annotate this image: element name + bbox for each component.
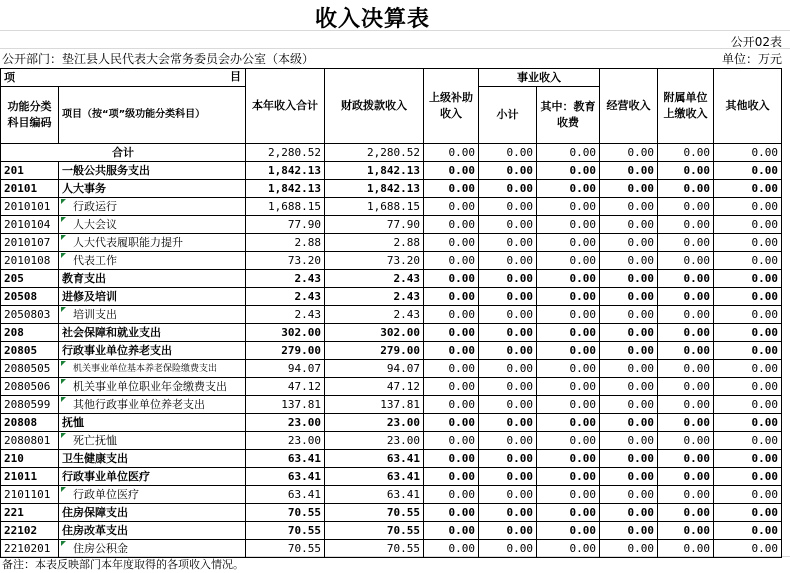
row-value: 0.00 [424,324,479,342]
row-code: 2080506 [1,378,59,396]
row-value: 0.00 [537,342,600,360]
table-row [1,504,782,522]
row-value: 23.00 [325,414,424,432]
row-value: 0.00 [714,306,782,324]
row-value: 0.00 [658,162,714,180]
table-row [1,522,782,540]
row-value: 0.00 [600,414,658,432]
row-value: 0.00 [600,270,658,288]
row-value: 0.00 [424,306,479,324]
row-value: 0.00 [537,486,600,504]
row-value: 0.00 [537,216,600,234]
project-header-cell [1,69,246,87]
row-value: 0.00 [424,360,479,378]
row-value: 0.00 [714,360,782,378]
row-value: 0.00 [537,450,600,468]
row-value: 0.00 [424,486,479,504]
row-value: 0.00 [600,540,658,558]
row-value: 0.00 [658,504,714,522]
row-name: 机关事业单位职业年金缴费支出 [59,378,246,396]
row-value: 73.20 [325,252,424,270]
row-value: 0.00 [658,324,714,342]
row-name: 人大会议 [59,216,246,234]
row-value: 1,842.13 [325,180,424,198]
row-value: 0.00 [479,360,537,378]
total-value: 0.00 [658,144,714,162]
table-row [1,396,782,414]
project-header: 项 [4,70,15,84]
row-value: 0.00 [658,432,714,450]
row-value: 302.00 [325,324,424,342]
row-value: 0.00 [424,252,479,270]
row-value: 0.00 [479,522,537,540]
row-code: 2010101 [1,198,59,216]
row-code: 201 [1,162,59,180]
row-value: 0.00 [658,306,714,324]
row-value: 0.00 [600,522,658,540]
row-value: 70.55 [246,540,325,558]
row-value: 2.88 [325,234,424,252]
row-value: 0.00 [658,252,714,270]
table-row [1,360,782,378]
row-value: 0.00 [479,504,537,522]
row-code: 2080599 [1,396,59,414]
row-value: 0.00 [600,162,658,180]
row-value: 94.07 [246,360,325,378]
row-value: 2.43 [325,306,424,324]
row-value: 0.00 [658,180,714,198]
row-value: 0.00 [658,270,714,288]
row-code: 22102 [1,522,59,540]
row-value: 0.00 [479,342,537,360]
row-value: 1,842.13 [246,180,325,198]
row-value: 0.00 [600,378,658,396]
row-value: 0.00 [537,396,600,414]
row-code: 210 [1,450,59,468]
table-row [1,306,782,324]
row-value: 0.00 [658,198,714,216]
row-value: 0.00 [537,468,600,486]
row-value: 0.00 [479,486,537,504]
row-value: 0.00 [714,414,782,432]
row-value: 0.00 [424,432,479,450]
func-code-header: 功能分类科目编码 [1,87,59,144]
total-value: 2,280.52 [325,144,424,162]
row-value: 0.00 [714,486,782,504]
row-code: 20808 [1,414,59,432]
row-value: 0.00 [537,360,600,378]
table-row [1,270,782,288]
table-row [1,342,782,360]
row-value: 70.55 [246,522,325,540]
row-value: 0.00 [479,252,537,270]
row-name: 行政运行 [59,198,246,216]
row-value: 0.00 [537,162,600,180]
row-value: 0.00 [714,288,782,306]
row-value: 0.00 [600,234,658,252]
row-name: 住房公积金 [59,540,246,558]
row-value: 0.00 [714,216,782,234]
table-row [1,198,782,216]
gridline [0,48,790,49]
total-value: 0.00 [537,144,600,162]
row-value: 63.41 [246,486,325,504]
row-value: 0.00 [658,450,714,468]
row-value: 0.00 [479,216,537,234]
row-value: 94.07 [325,360,424,378]
row-value: 0.00 [424,414,479,432]
row-value: 0.00 [537,432,600,450]
row-value: 0.00 [537,180,600,198]
row-value: 23.00 [325,432,424,450]
row-value: 77.90 [246,216,325,234]
row-value: 0.00 [600,468,658,486]
row-name: 死亡抚恤 [59,432,246,450]
row-value: 0.00 [714,324,782,342]
table-row [1,288,782,306]
row-value: 0.00 [537,306,600,324]
row-name: 社会保障和就业支出 [59,324,246,342]
row-value: 0.00 [537,288,600,306]
row-value: 0.00 [658,468,714,486]
row-value: 0.00 [479,180,537,198]
row-code: 2080801 [1,432,59,450]
other-header: 其他收入 [714,69,782,144]
row-value: 0.00 [714,270,782,288]
row-value: 0.00 [537,198,600,216]
row-name: 行政单位医疗 [59,486,246,504]
row-value: 47.12 [325,378,424,396]
row-code: 2010104 [1,216,59,234]
row-value: 137.81 [325,396,424,414]
row-value: 0.00 [424,234,479,252]
row-value: 1,842.13 [325,162,424,180]
row-value: 0.00 [424,342,479,360]
table-row [1,180,782,198]
table-row [1,450,782,468]
row-name: 行政事业单位养老支出 [59,342,246,360]
row-value: 0.00 [714,180,782,198]
row-value: 0.00 [658,216,714,234]
row-name: 人大事务 [59,180,246,198]
row-value: 0.00 [424,504,479,522]
row-value: 1,688.15 [325,198,424,216]
row-value: 70.55 [325,522,424,540]
table-body [1,144,782,558]
row-value: 0.00 [424,468,479,486]
row-value: 0.00 [537,324,600,342]
row-value: 0.00 [600,360,658,378]
row-value: 0.00 [714,522,782,540]
row-code: 2101101 [1,486,59,504]
row-value: 0.00 [714,234,782,252]
row-value: 0.00 [600,216,658,234]
row-value: 0.00 [600,180,658,198]
row-value: 0.00 [714,504,782,522]
table-row [1,252,782,270]
row-value: 47.12 [246,378,325,396]
row-value: 0.00 [479,234,537,252]
table-row [1,162,782,180]
row-code: 20805 [1,342,59,360]
row-value: 0.00 [479,162,537,180]
project-name-header: 项目（按“项”级功能分类科目） [59,87,246,144]
row-value: 63.41 [246,450,325,468]
row-value: 0.00 [424,288,479,306]
mu-header: 目 [230,70,241,83]
row-value: 0.00 [424,378,479,396]
row-value: 0.00 [479,198,537,216]
row-code: 2210201 [1,540,59,558]
row-value: 0.00 [600,342,658,360]
form-code: 公开02表 [730,35,782,49]
row-value: 0.00 [714,162,782,180]
total-value: 0.00 [714,144,782,162]
row-value: 0.00 [537,270,600,288]
row-value: 63.41 [325,450,424,468]
row-value: 63.41 [246,468,325,486]
row-value: 0.00 [424,216,479,234]
table-row [1,414,782,432]
row-value: 0.00 [658,378,714,396]
header-row-1 [1,69,782,87]
row-value: 0.00 [714,432,782,450]
row-value: 0.00 [600,306,658,324]
education-header: 其中：教育收费 [537,87,600,144]
row-code: 20101 [1,180,59,198]
row-value: 2.43 [325,270,424,288]
row-value: 0.00 [714,252,782,270]
row-value: 23.00 [246,414,325,432]
row-value: 2.88 [246,234,325,252]
row-value: 0.00 [537,234,600,252]
row-code: 21011 [1,468,59,486]
row-value: 0.00 [537,414,600,432]
row-value: 63.41 [325,486,424,504]
row-value: 0.00 [600,486,658,504]
row-code: 2010107 [1,234,59,252]
row-code: 208 [1,324,59,342]
row-value: 0.00 [479,288,537,306]
row-name: 人大代表履职能力提升 [59,234,246,252]
row-value: 0.00 [424,180,479,198]
table-row [1,432,782,450]
row-value: 0.00 [658,288,714,306]
row-name: 住房保障支出 [59,504,246,522]
row-name: 抚恤 [59,414,246,432]
row-value: 2.43 [246,288,325,306]
row-value: 0.00 [658,342,714,360]
row-value: 0.00 [479,432,537,450]
fiscal-header: 财政拨款收入 [325,69,424,144]
row-value: 1,688.15 [246,198,325,216]
row-value: 0.00 [424,198,479,216]
row-value: 70.55 [246,504,325,522]
department-label: 公开部门：垫江县人民代表大会常务委员会办公室（本级） [2,52,315,66]
row-value: 0.00 [714,378,782,396]
row-value: 279.00 [325,342,424,360]
row-value: 0.00 [714,396,782,414]
row-value: 2.43 [325,288,424,306]
row-value: 0.00 [424,270,479,288]
row-value: 0.00 [424,396,479,414]
row-value: 77.90 [325,216,424,234]
row-code: 2050803 [1,306,59,324]
row-name: 进修及培训 [59,288,246,306]
row-value: 0.00 [479,450,537,468]
row-value: 0.00 [658,540,714,558]
row-value: 73.20 [246,252,325,270]
row-name: 教育支出 [59,270,246,288]
row-code: 2080505 [1,360,59,378]
business-income-header: 事业收入 [479,69,600,87]
row-name: 机关事业单位基本养老保险缴费支出 [59,360,246,378]
row-value: 0.00 [714,198,782,216]
row-value: 302.00 [246,324,325,342]
row-value: 0.00 [658,522,714,540]
unit-label: 单位：万元 [721,52,782,66]
row-value: 0.00 [600,396,658,414]
footer-note: 备注：本表反映部门本年度取得的各项收入情况。 [2,558,244,571]
row-value: 0.00 [424,522,479,540]
row-value: 0.00 [600,252,658,270]
row-value: 2.43 [246,270,325,288]
row-value: 0.00 [600,288,658,306]
table-row [1,486,782,504]
total-value: 0.00 [424,144,479,162]
row-value: 0.00 [600,324,658,342]
row-value: 0.00 [479,378,537,396]
row-value: 0.00 [600,450,658,468]
total-row [1,144,782,162]
row-value: 0.00 [424,540,479,558]
row-value: 0.00 [658,414,714,432]
row-value: 0.00 [658,360,714,378]
row-value: 0.00 [479,324,537,342]
row-code: 2010108 [1,252,59,270]
row-value: 0.00 [479,306,537,324]
total-value: 0.00 [479,144,537,162]
row-value: 0.00 [424,450,479,468]
row-code: 20508 [1,288,59,306]
row-name: 培训支出 [59,306,246,324]
upper-subsidy-header: 上级补助收入 [424,69,479,144]
income-table [0,68,782,558]
row-code: 221 [1,504,59,522]
row-value: 137.81 [246,396,325,414]
row-value: 0.00 [537,378,600,396]
row-value: 0.00 [658,234,714,252]
row-value: 0.00 [714,540,782,558]
row-value: 1,842.13 [246,162,325,180]
row-value: 0.00 [600,432,658,450]
row-value: 0.00 [600,504,658,522]
row-value: 0.00 [479,396,537,414]
row-value: 0.00 [479,270,537,288]
row-value: 0.00 [600,198,658,216]
row-value: 0.00 [537,252,600,270]
row-code: 205 [1,270,59,288]
total-value: 0.00 [600,144,658,162]
row-name: 一般公共服务支出 [59,162,246,180]
row-value: 0.00 [479,414,537,432]
table-row [1,324,782,342]
total-income-header: 本年收入合计 [246,69,325,144]
row-value: 0.00 [479,468,537,486]
report-title: 收入决算表 [314,7,430,32]
operating-header: 经营收入 [600,69,658,144]
row-value: 70.55 [325,540,424,558]
row-value: 0.00 [658,396,714,414]
row-name: 卫生健康支出 [59,450,246,468]
row-value: 0.00 [479,540,537,558]
row-name: 行政事业单位医疗 [59,468,246,486]
row-value: 23.00 [246,432,325,450]
row-value: 2.43 [246,306,325,324]
table-row [1,468,782,486]
table-row [1,540,782,558]
row-name: 住房改革支出 [59,522,246,540]
row-value: 70.55 [325,504,424,522]
row-value: 279.00 [246,342,325,360]
row-value: 0.00 [537,504,600,522]
total-value: 2,280.52 [246,144,325,162]
row-value: 0.00 [424,162,479,180]
table-row [1,216,782,234]
row-value: 63.41 [325,468,424,486]
subtotal-header: 小计 [479,87,537,144]
row-value: 0.00 [537,540,600,558]
row-name: 其他行政事业单位养老支出 [59,396,246,414]
row-value: 0.00 [714,342,782,360]
affiliated-header: 附属单位上缴收入 [658,69,714,144]
row-value: 0.00 [714,450,782,468]
row-value: 0.00 [658,486,714,504]
table-row [1,378,782,396]
row-value: 0.00 [537,522,600,540]
total-label: 合计 [1,144,246,162]
row-value: 0.00 [714,468,782,486]
table-row [1,234,782,252]
row-name: 代表工作 [59,252,246,270]
